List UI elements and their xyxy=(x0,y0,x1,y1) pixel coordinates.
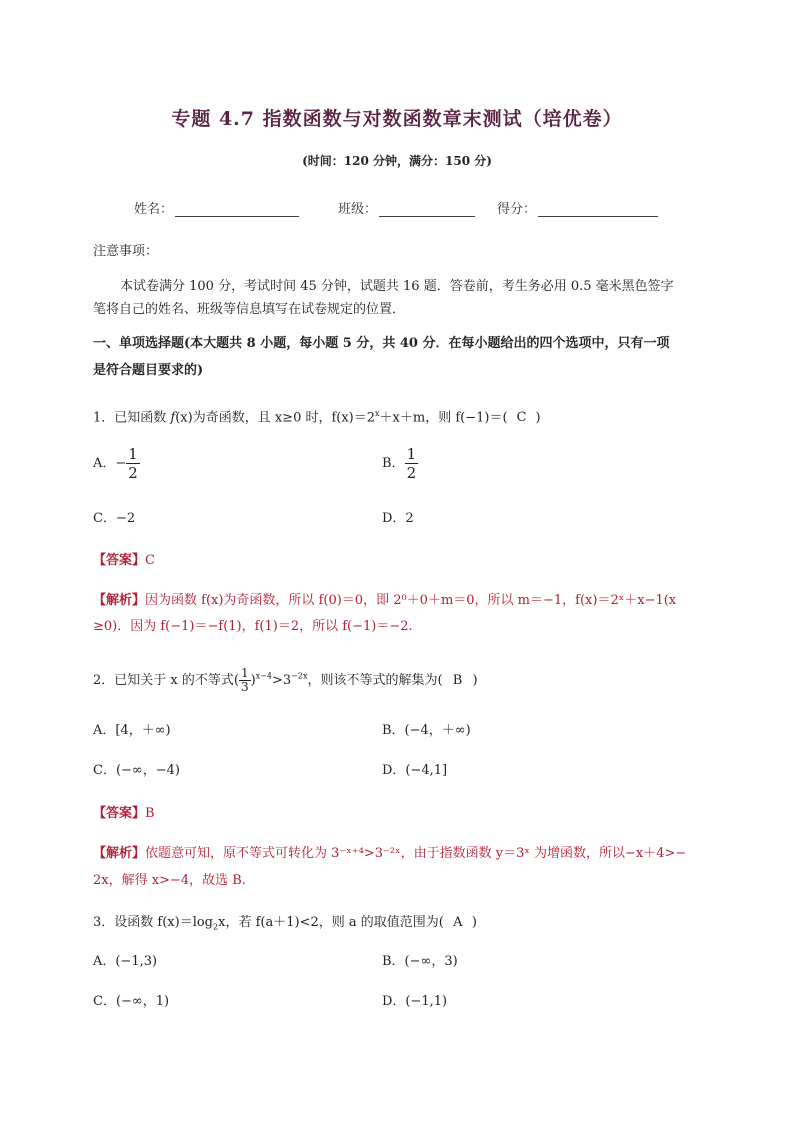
question-number: 1． xyxy=(93,410,115,426)
question-number: 2． xyxy=(93,673,115,688)
minus-sign: − xyxy=(115,456,127,471)
answer-value: C xyxy=(145,553,155,568)
subscript: 2 xyxy=(213,922,219,932)
answer-label: 【答案】 xyxy=(93,806,146,821)
question-1-option-b xyxy=(382,445,418,482)
stem-text: ＋x＋m，则 f(−1)＝( xyxy=(379,410,508,426)
page-title: 专题 4.7 指数函数与对数函数章末测试（培优卷） xyxy=(171,108,623,130)
question-1-option-a xyxy=(93,445,140,482)
numerator: 1 xyxy=(240,666,249,680)
question-1-analysis-line-2: ≥0)．因为 f(−1)＝−f(1)，f(1)＝2，所以 f(−1)＝−2. xyxy=(93,619,413,634)
stem-text: ) xyxy=(471,915,477,930)
answer-value: B xyxy=(145,806,155,821)
name-blank xyxy=(175,204,299,217)
stem-text: 已知关于 x 的不等式( xyxy=(114,673,239,688)
option-label: B． xyxy=(382,456,405,471)
question-2-analysis-line-2: 2x，解得 x>−4，故选 B. xyxy=(93,873,246,888)
question-number: 3． xyxy=(93,915,115,930)
analysis-label: 【解析】 xyxy=(93,593,146,608)
class-field xyxy=(338,198,475,217)
class-label: 班级： xyxy=(338,202,378,217)
score-label: 得分： xyxy=(497,202,537,217)
stem-text: (x)为奇函数，且 x≥0 时，f(x)＝2 xyxy=(175,410,376,426)
question-3-option-a: A．(−1,3) xyxy=(93,954,158,969)
exponent: −2x xyxy=(291,671,308,681)
denominator: 3 xyxy=(240,680,249,694)
denominator: 2 xyxy=(128,464,138,482)
question-1-option-c: C．−2 xyxy=(93,511,136,526)
fraction xyxy=(126,445,140,482)
question-2-analysis-line-1 xyxy=(93,845,686,863)
name-field xyxy=(134,198,299,217)
stem-text: ，则该不等式的解集为( xyxy=(307,673,443,688)
answer-label: 【答案】 xyxy=(93,553,146,568)
question-1-stem xyxy=(93,405,541,427)
exponent: x xyxy=(375,409,380,418)
stem-text: f xyxy=(170,410,176,426)
answer-choice: C xyxy=(516,410,527,426)
section-1-heading-line-1: 一、单项选择题(本大题共 8 小题，每小题 5 分，共 40 分．在每小题给出的四个选项中，只有一项 xyxy=(93,336,670,351)
class-blank xyxy=(379,204,475,217)
question-2-option-a: A．[4，＋∞) xyxy=(93,723,171,738)
fraction xyxy=(239,667,251,694)
analysis-text: 因为函数 f(x)为奇函数，所以 f(0)＝0，即 2⁰＋0＋m＝0，所以 m＝−1，f(x)＝2ˣ＋x−1(x xyxy=(145,593,677,608)
question-2-option-b: B．(−4，＋∞) xyxy=(382,723,471,738)
score-field xyxy=(497,198,658,217)
analysis-label: 【解析】 xyxy=(93,846,146,861)
fraction xyxy=(405,445,419,482)
stem-text: >3 xyxy=(271,673,292,688)
question-3-stem xyxy=(93,914,477,937)
analysis-text: 依题意可知，原不等式可转化为 3⁻ˣ⁺⁴>3⁻²ˣ，由于指数函数 y＝3ˣ 为增函数，所以−x＋4>− xyxy=(145,846,687,861)
question-1-answer xyxy=(93,552,155,570)
stem-text: x，若 f(a＋1)<2，则 a 的取值范围为( xyxy=(218,915,444,930)
name-label: 姓名： xyxy=(134,202,174,217)
numerator: 1 xyxy=(406,445,417,463)
question-2-option-c: C．(−∞，−4) xyxy=(93,763,180,778)
question-3-option-c: C．(−∞，1) xyxy=(93,994,170,1009)
question-2-answer xyxy=(93,805,155,823)
notice-heading: 注意事项： xyxy=(93,244,159,259)
question-2-stem xyxy=(93,667,478,694)
numerator: 1 xyxy=(128,445,138,463)
section-1-heading-line-2: 是符合题目要求的) xyxy=(93,363,204,378)
notice-line-1: 本试卷满分 100 分，考试时间 45 分钟，试题共 16 题．答卷前，考生务必用 0.5 毫米黑色签字 xyxy=(120,279,674,294)
stem-text: ) xyxy=(250,673,256,688)
stem-text: 设函数 f(x)＝log xyxy=(114,915,214,930)
exponent: x−4 xyxy=(255,671,272,681)
question-3-option-d: D．(−1,1) xyxy=(382,994,448,1009)
stem-text: ) xyxy=(472,673,478,688)
answer-choice: A xyxy=(453,915,463,930)
option-label: A． xyxy=(93,456,116,471)
answer-choice: B xyxy=(452,673,463,688)
stem-text: 已知函数 xyxy=(114,410,171,426)
stem-text: ) xyxy=(535,410,541,426)
exam-time-score: (时间：120 分钟，满分：150 分) xyxy=(302,154,492,168)
denominator: 2 xyxy=(406,464,417,482)
question-2-option-d: D．(−4,1] xyxy=(382,763,448,778)
question-1-option-d: D．2 xyxy=(382,511,414,526)
score-blank xyxy=(538,204,658,217)
question-3-option-b: B．(−∞，3) xyxy=(382,954,458,969)
notice-line-2: 笔将自己的姓名、班级等信息填写在试卷规定的位置． xyxy=(93,302,406,317)
question-1-analysis-line-1 xyxy=(93,592,676,610)
